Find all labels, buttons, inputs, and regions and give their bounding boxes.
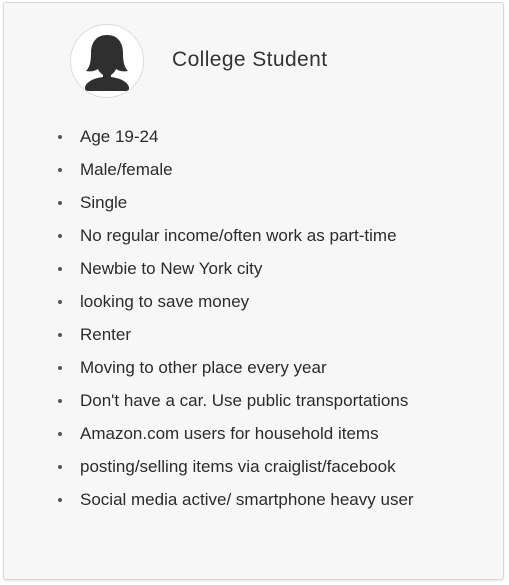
trait-text: No regular income/often work as part-time <box>80 226 397 245</box>
bullet-icon <box>58 333 62 337</box>
trait-text: Amazon.com users for household items <box>80 424 379 443</box>
trait-item <box>56 384 414 417</box>
trait-item <box>56 252 414 285</box>
trait-text: looking to save money <box>80 292 250 311</box>
bullet-icon <box>58 465 62 469</box>
trait-text: Social media active/ smartphone heavy user <box>80 490 414 509</box>
bullet-icon <box>58 399 62 403</box>
trait-item <box>56 120 414 153</box>
trait-text: Male/female <box>80 160 173 179</box>
bullet-icon <box>58 366 62 370</box>
trait-text: Age 19-24 <box>80 127 159 146</box>
avatar <box>70 24 144 98</box>
trait-item <box>56 318 414 351</box>
bullet-icon <box>58 201 62 205</box>
trait-item <box>56 153 414 186</box>
trait-item <box>56 219 414 252</box>
bullet-icon <box>58 135 62 139</box>
bullet-icon <box>58 234 62 238</box>
trait-item <box>56 285 414 318</box>
trait-item <box>56 351 414 384</box>
trait-text: Moving to other place every year <box>80 358 327 377</box>
trait-text: Newbie to New York city <box>80 259 263 278</box>
trait-text: Single <box>80 193 128 212</box>
bullet-icon <box>58 432 62 436</box>
trait-item <box>56 186 414 219</box>
trait-item <box>56 483 414 516</box>
trait-text: posting/selling items via craiglist/facebook <box>80 457 396 476</box>
bullet-icon <box>58 168 62 172</box>
bullet-icon <box>58 300 62 304</box>
trait-list <box>56 120 414 516</box>
bullet-icon <box>58 498 62 502</box>
persona-card <box>3 2 504 580</box>
trait-item <box>56 417 414 450</box>
bullet-icon <box>58 267 62 271</box>
trait-text: Renter <box>80 325 132 344</box>
persona-title: College Student <box>172 48 328 71</box>
female-silhouette-icon <box>79 31 135 91</box>
trait-text: Don't have a car. Use public transportations <box>80 391 409 410</box>
trait-item <box>56 450 414 483</box>
